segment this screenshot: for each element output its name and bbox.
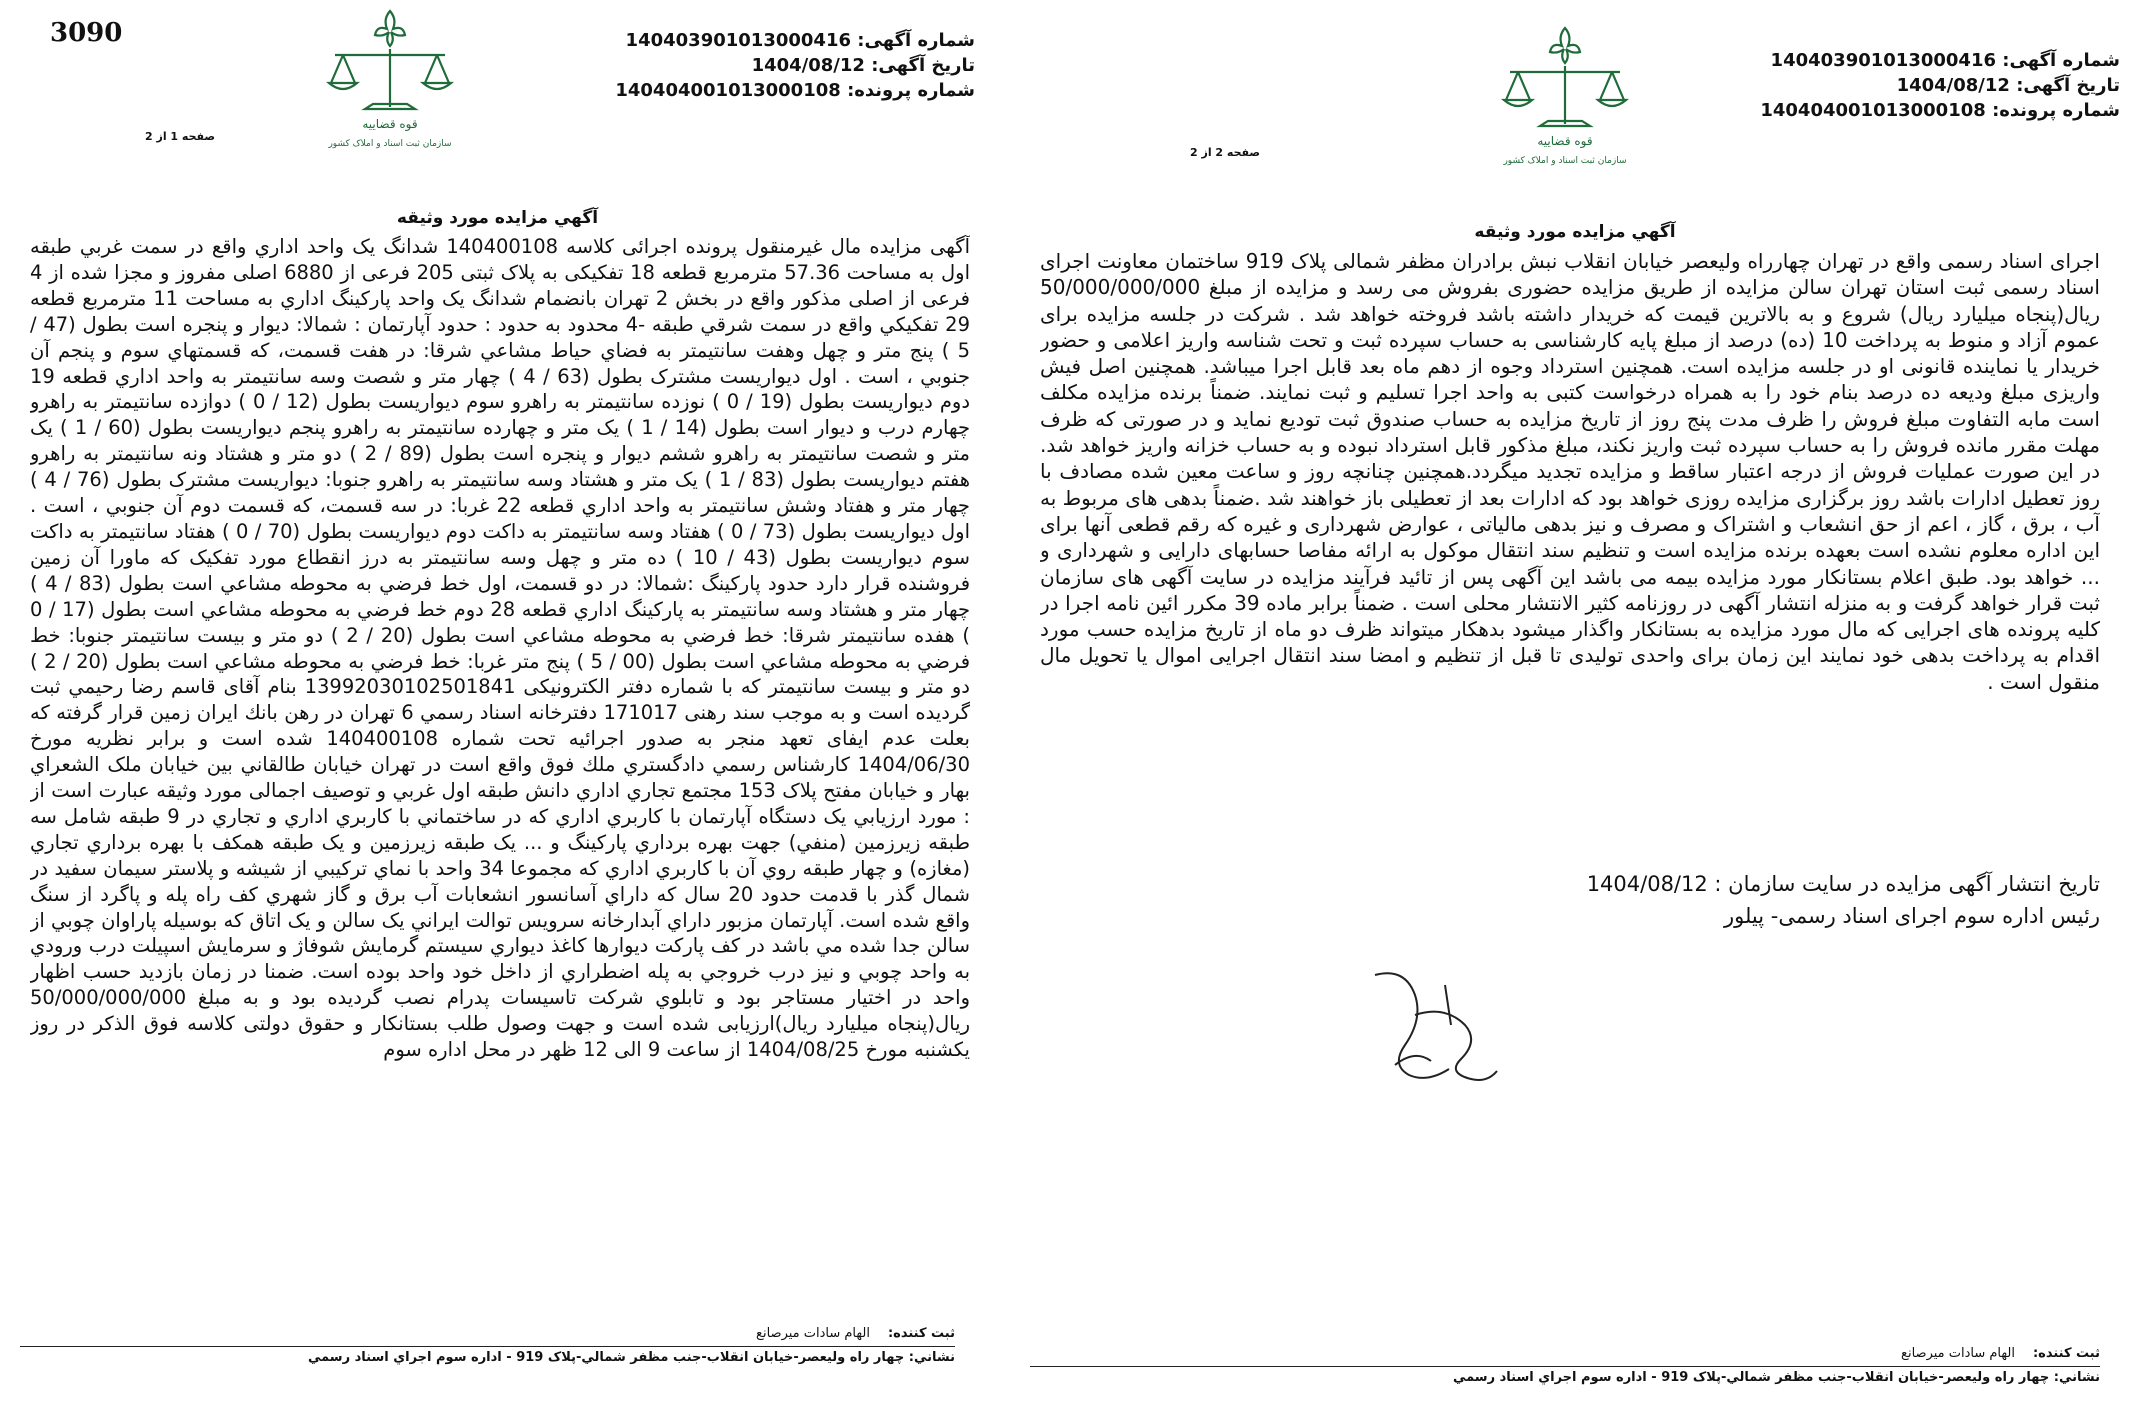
registrar: [20, 1325, 955, 1343]
registrar-name: الهام سادات میرصانع: [756, 1326, 870, 1341]
meta-value: 140404001013000108: [1760, 100, 1986, 121]
meta-value: 1404/08/12: [751, 55, 865, 76]
notice-footer: [20, 1325, 955, 1367]
meta-ad-number: [615, 28, 975, 53]
office-address: نشاني: چهار راه وليعصر-خيابان انقلاب-جنب مظفر شمالي-پلاک 919 - اداره سوم اجراي اسناد رسمي: [307, 1350, 955, 1365]
publish-date-line: تاريخ انتشار آگهی مزايده در سايت سازمان : 1404/08/12: [1586, 872, 2100, 896]
judiciary-emblem-icon: [1480, 22, 1650, 172]
emblem-title: قوه قضاییه: [1537, 134, 1593, 148]
meta-value: 140404001013000108: [615, 80, 841, 101]
notice-title: آگهي مزايده مورد وثيقه: [1474, 222, 1676, 242]
meta-label: شماره پرونده:: [847, 80, 975, 101]
meta-ad-date: [1760, 73, 2120, 98]
footer-divider: [20, 1346, 955, 1347]
emblem-subtitle: سازمان ثبت اسناد و املاک کشور: [328, 139, 452, 149]
notice-meta: [615, 28, 975, 103]
footer-divider: [1030, 1366, 2100, 1367]
ad-number: 3090: [50, 18, 123, 48]
page-number: صفحه 2 از 2: [1190, 146, 1261, 159]
meta-value: 1404/08/12: [1896, 75, 2010, 96]
notice-meta: [1760, 48, 2120, 123]
registrar-label: ثبت کننده:: [2032, 1346, 2100, 1361]
emblem-subtitle: سازمان ثبت اسناد و املاک کشور: [1503, 156, 1627, 166]
notice-body: اجرای اسناد رسمی واقع در تهران چهارراه وليعصر خيابان انقلاب نبش برادران مظفر شمالی پلاک 919 ساختمان معاونت اجرای اسناد رسمی ثبت استان تهران سالن مزايده از طريق مزايده حضوری بفروش می رسد و مزايده از مبلغ 50/000/000/000 ريال(پنجاه ميليارد ريال) شروع و به بالاترين قيمت كه خريدار داشته باشد فروخته خواهد شد . شركت در جلسه مزايده برای عموم آزاد و منوط به پرداخت 10 (ده) درصد از مبلغ پايه كارشناسی به حساب سپرده ثبت و تحت شناسه واريز اعلامی و حضور خريدار يا نماينده قانونی او در جلسه مزايده است. همچنين استرداد وجوه از دهم ماه بعد قابل اجرا ميباشد. همچنين اصل فيش واريزی مبلغ وديعه ده درصد بنام خود را به همراه درخواست كتبی به واحد اجرا تسليم و ثبت نمايند. ضمناً برنده مزايده مكلف است مابه التفاوت مبلغ فروش را ظرف مدت پنج روز از تاريخ مزايده به حساب صندوق ثبت توديع نمايد و در صورتی كه ظرف مهلت مقرر مانده فروش را به حساب سپرده ثبت واريز نكند، مبلغ مذكور قابل استرداد نبوده و به حساب خزانه واريز خواهد شد. در اين صورت عمليات فروش از درجه اعتبار ساقط و مزايده تجديد ميگردد.همچنين چنانچه روز و ساعت معين شده مصادف با روز تعطيل ادارات باشد روز برگزاری مزايده روزی خواهد بود كه ادارات بعد از تعطيلی باز خواهند شد .ضمناً بدهی های مربوط به آب ، برق ، گاز ، اعم از حق انشعاب و اشتراک و مصرف و نيز بدهی مالياتی ، عوارض شهرداری و غيره كه رقم قطعی آنها برای اين اداره معلوم نشده است بعهده برنده مزايده است و تنظيم سند انتقال موكول به ارائه مفاصا حسابهای دارايی و شهرداری و ... خواهد بود. طبق اعلام بستانكار مورد مزايده بيمه می باشد اين آگهی پس از تائيد فرآيند مزايده در سايت آگهی های سازمان ثبت قرار خواهد گرفت و به منزله انتشار آگهی در روزنامه كثير الانتشار محلی است . ضمناً برابر ماده 39 مكرر ائين نامه اجرا در كليه پرونده های اجرايی كه مال مورد مزايده به بستانكار واگذار ميشود بدهكار ميتواند ظرف دو ماه از تاريخ مزايده حسب مورد اقدام به پرداخت بدهی خود نمايند اين زمان برای واحدی توليدی تا قبل از تنظيم و امضا سند انتقال اجرايی اموال يا تحويل مال منقول است .: [1040, 249, 2100, 694]
meta-label: تاریخ آگهی:: [871, 55, 975, 76]
page-number: صفحه 1 از 2: [145, 130, 216, 143]
notice-footer: [1030, 1345, 2100, 1387]
signer-title: رئيس اداره سوم اجرای اسناد رسمی- پيلور: [1723, 904, 2100, 928]
registrar-label: ثبت کننده:: [887, 1326, 955, 1341]
meta-ad-date: [615, 53, 975, 78]
registrar-name: الهام سادات میرصانع: [1901, 1346, 2015, 1361]
meta-label: شماره پرونده:: [1992, 100, 2120, 121]
notice-page-1: [20, 0, 975, 1405]
meta-case-number: [1760, 98, 2120, 123]
meta-label: شماره آگهی:: [2002, 50, 2120, 71]
registrar: [1030, 1345, 2100, 1363]
handwritten-signature: [1355, 955, 1505, 1095]
meta-value: 140403901013000416: [1770, 50, 1996, 71]
emblem-title: قوه قضاییه: [362, 117, 418, 131]
meta-ad-number: [1760, 48, 2120, 73]
judiciary-emblem-icon: [305, 5, 475, 155]
notice-title: آگهي مزايده مورد وثيقه: [396, 208, 599, 228]
meta-case-number: [615, 78, 975, 103]
meta-label: شماره آگهی:: [857, 30, 975, 51]
meta-label: تاریخ آگهی:: [2016, 75, 2120, 96]
notice-body: آگهی مزايده مال غيرمنقول پرونده اجرائی كلاسه 140400108 شدانگ يک واحد اداري واقع در سمت غربي طبقه اول به مساحت 57.36 مترمربع قطعه 18 تفکیکی به پلاک ثبتی 205 فرعی از 6880 اصلی مفروز و مجزا شده از 4 فرعی از اصلی مذکور واقع در بخش 2 تهران بانضمام شدانگ يک واحد پاركينگ اداري به مساحت 11 مترمربع قطعه 29 تفكيكي واقع در سمت شرقي طبقه -4 محدود به حدود : حدود آپارتمان : شمالا: ديوار و پنجره است بطول (47 / 5 ) پنج متر و چهل وهفت سانتيمتر به فضاي حياط مشاعي شرقا: در هفت قسمت، كه قسمتهاي سوم و پنجم آن جنوبي ، است . اول ديواريست مشترک بطول (63 / 4 ) چهار متر و شصت وسه سانتيمتر به واحد اداري قطعه 19 دوم ديواريست بطول (19 / 0 ) نوزده سانتيمتر به راهرو سوم ديواريست بطول (12 / 0 ) دوازده سانتيمتر به راهرو چهارم درب و ديوار است بطول (14 / 1 ) يک متر و چهارده سانتيمتر به راهرو پنجم ديواريست بطول (60 / 1 ) يک متر و شصت سانتيمتر به راهرو ششم ديوار و پنجره است بطول (89 / 2 ) دو متر و هشتاد ونه سانتيمتر به راهرو هفتم ديواريست بطول (83 / 1 ) يک متر و هشتاد وسه سانتيمتر به راهرو جنوبا: ديواريست مشترک بطول (76 / 4 ) چهار متر و هفتاد وشش سانتيمتر به واحد اداري قطعه 22 غربا: در سه قسمت، كه قسمت دوم آن جنوبي ، است . اول ديواريست بطول (73 / 0 ) هفتاد وسه سانتيمتر به داكت دوم ديواريست بطول (70 / 0 ) هفتاد سانتيمتر به داكت سوم ديواريست بطول (43 / 10 ) ده متر و چهل وسه سانتيمتر به درز انقطاع مورد تفكيک كه ماورا آن زمين فروشنده قرار دارد حدود پاركينگ :شمالا: در دو قسمت، اول خط فرضي به محوطه مشاعي است بطول (83 / 4 ) چهار متر و هشتاد وسه سانتيمتر به پاركينگ اداري قطعه 28 دوم خط فرضي به محوطه مشاعي است بطول (17 / 0 ) هفده سانتيمتر شرقا: خط فرضي به محوطه مشاعي است بطول (20 / 2 ) دو متر و بيست سانتيمتر جنوبا: خط فرضي به محوطه مشاعي است بطول (00 / 5 ) پنج متر غربا: خط فرضي به محوطه مشاعي است بطول (20 / 2 ) دو متر و بيست سانتيمتر كه با شماره دفتر الکترونیکی 13992030102501841 بنام آقای قاسم رضا رحيمي ثبت گرديده است و به موجب سند رهنی 171017 دفترخانه اسناد رسمي 6 تهران در رهن بانك ايران زمين قرار گرفته كه بعلت عدم ايفاى تعهد منجر به صدور اجرائيه تحت شماره 140400108 شده است و برابر نظريه مورخ 1404/06/30 كارشناس رسمي دادگستري ملك فوق واقع است در تهران خيابان طالقاني بين خيابان ملک الشعراي بهار و خيابان مفتح پلاک 153 مجتمع تجاري اداري دانش طبقه اول غربي و توصيف اجمالی مورد وثیقه عبارت است از : مورد ارزيابي يک دستگاه آپارتمان با كاربري اداري كه در ساختماني با كاربري اداري و تجاري در 9 طبقه شامل سه طبقه زيرزمين (منفي) جهت بهره برداري پاركينگ و ... يک طبقه زيرزمين و يک طبقه همكف با بهره برداري تجاري (مغازه) و چهار طبقه روي آن با كاربري اداري كه مجموعا 34 واحد با نماي تركيبي از شيشه و پلاستر سيمان سفيد در شمال گذر با قدمت حدود 20 سال كه داراي آسانسور انشعابات آب برق و گاز شهري كف راه پله و پاگرد از سنگ واقع شده است. آپارتمان مزبور داراي آبدارخانه سرويس توالت ايراني يک سالن و يک اتاق كه بوسيله پاراوان چوبي از سالن جدا شده مي باشد در كف پاركت ديوارها كاغذ ديواري سيستم گرمايش شوفاژ و سرمايش اسپيلت درب ورودي به واحد چوبي و نيز درب خروجي به پله اضطراري از داخل خود واحد بوده است. ضمنا در زمان بازديد حسب اظهار واحد در اختيار مستاجر بود و تابلوي شركت تاسيسات پدرام نصب گرديده بود و به مبلغ 50/000/000/000 ريال(پنجاه ميليارد ريال)ارزيابی شده است و جهت وصول طلب بستانكار و حقوق دولتی كلاسه فوق الذكر در روز يكشنبه مورخ 1404/08/25 از ساعت 9 الی 12 ظهر در محل اداره سوم: [30, 235, 970, 1062]
notice-page-2: [1030, 0, 2120, 1405]
office-address: نشاني: چهار راه وليعصر-خيابان انقلاب-جنب مظفر شمالي-پلاک 919 - اداره سوم اجراي اسناد رسمي: [1452, 1370, 2100, 1385]
meta-value: 140403901013000416: [625, 30, 851, 51]
